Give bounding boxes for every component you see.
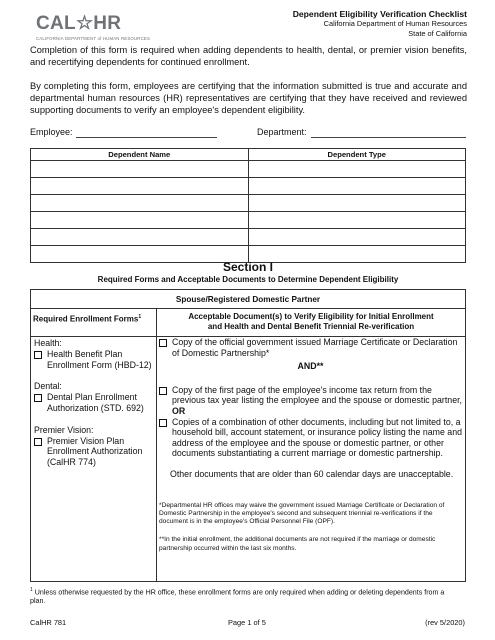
revision-date: (rev 5/2020) (425, 618, 465, 627)
health-form-text: Health Benefit Plan Enrollment Form (HBD-12) (47, 348, 152, 370)
waiver-note: *Departmental HR offices may waive the government issued Marriage Certificate or Declaration of Domestic Partnership in the employee's second and subsequent triennial re-verifications if the document is in the employee's Official Personnel File (OPF). (159, 501, 445, 526)
dependent-name-cell[interactable] (31, 161, 249, 178)
and-connector: AND** (297, 361, 324, 372)
marriage-certificate-item (159, 337, 462, 358)
employee-field[interactable] (76, 137, 217, 138)
calhr-logo (36, 12, 150, 41)
table-header-row (31, 149, 466, 161)
vision-form-checkbox[interactable] (34, 438, 42, 446)
tax-return-text (172, 385, 462, 417)
other-documents-item (159, 417, 462, 459)
vision-form-text: Premier Vision Plan Enrollment Authorization (CalHR 774) (47, 435, 143, 468)
required-forms-header-text: Required Enrollment Forms (33, 314, 139, 324)
dental-form-item (34, 392, 154, 414)
or-connector: OR (172, 405, 186, 416)
document-title: Dependent Eligibility Verification Checklist (292, 9, 467, 19)
department-name: California Department of Human Resources (323, 19, 467, 28)
dependents-table (30, 148, 466, 263)
table-row (31, 161, 466, 178)
footnote-ref: 1 (138, 314, 142, 320)
table-row (31, 195, 466, 212)
vision-label: Premier Vision: (34, 424, 94, 435)
dependent-name-cell[interactable] (31, 229, 249, 246)
department-field[interactable] (311, 137, 466, 138)
intro-paragraph-1: Completion of this form is required when adding dependents to health, dental, or premier vision benefits, and recertifying dependents for continued enrollment. (30, 45, 467, 67)
employee-label: Employee: (30, 127, 73, 137)
dental-form-checkbox[interactable] (34, 394, 42, 402)
initial-enrollment-note: **In the initial enrollment, the additional documents are not required if the marriage or domestic partnership occurred within the last six months. (159, 536, 436, 552)
acceptable-documents-header (157, 312, 465, 332)
dependent-type-cell[interactable] (248, 161, 466, 178)
footnote-marker: 1 (30, 587, 33, 593)
required-forms-header (33, 314, 155, 324)
section-subtitle: Required Forms and Acceptable Documents to Determine Dependent Eligibility (97, 275, 399, 284)
table-row (31, 212, 466, 229)
department-label: Department: (257, 127, 307, 137)
spouse-requirements-box (30, 289, 466, 582)
column-divider (156, 309, 157, 581)
footnote (30, 586, 460, 606)
dependent-name-cell[interactable] (31, 212, 249, 229)
marriage-certificate-text: Copy of the official government issued Marriage Certificate or Declaration of Domestic Partnership* (172, 337, 458, 358)
marriage-certificate-checkbox[interactable] (159, 339, 167, 347)
intro-paragraph-2: By completing this form, employees are certifying that the information submitted is true and accurate and departmental human resources (HR) representatives are certifying that they have received and reviewed supporting documents to verify an employee's dependent eligibility. (30, 81, 467, 115)
document-header (293, 9, 467, 38)
vision-group (34, 425, 154, 468)
dental-group (34, 381, 154, 413)
other-documents-text: Copies of a combination of other documents, including but not limited to, a household bill, account statement, or insurance policy listing the name and address of the employee and the spouse or domestic partner, or other documents substantiating a current marriage or domestic partnership. (172, 416, 462, 459)
logo-subtitle: CALIFORNIA DEPARTMENT of HUMAN RESOURCES (36, 36, 151, 41)
other-documents-checkbox[interactable] (159, 419, 167, 427)
state-name: State of California (408, 28, 467, 38)
dependent-type-cell[interactable] (248, 195, 466, 212)
acceptable-documents-list (159, 337, 462, 553)
required-forms-list (34, 338, 154, 479)
section-title: Section I (222, 260, 273, 274)
table-row (31, 229, 466, 246)
health-group (34, 338, 154, 370)
health-form-item (34, 349, 154, 371)
box-heading: Spouse/Registered Domestic Partner (31, 290, 465, 309)
dependent-type-cell[interactable] (248, 229, 466, 246)
page-number: Page 1 of 5 (228, 618, 266, 627)
tax-return-checkbox[interactable] (159, 387, 167, 395)
dependent-name-cell[interactable] (31, 178, 249, 195)
section-heading (30, 260, 466, 284)
dependent-name-header: Dependent Name (31, 149, 249, 161)
dependent-name-cell[interactable] (31, 195, 249, 212)
dependent-type-cell[interactable] (248, 212, 466, 229)
dental-label: Dental: (34, 381, 62, 392)
table-row (31, 178, 466, 195)
dependent-type-cell[interactable] (248, 178, 466, 195)
older-documents-note: Other documents that are older than 60 calendar days are unacceptable. (170, 468, 454, 479)
footnote-text: Unless otherwise requested by the HR office, these enrollment forms are only required when adding or deleting dependents from a plan. (30, 588, 445, 606)
tax-return-item (159, 385, 462, 417)
tax-return-description: Copy of the first page of the employee's income tax return from the previous tax year listing the employee and the spouse or domestic partner, (172, 384, 462, 406)
logo-mark: CAL☆HR (36, 13, 122, 34)
vision-form-item (34, 436, 154, 468)
acceptable-documents-line-2: and Health and Dental Benefit Triennial Re-verification (207, 322, 415, 331)
dental-form-text: Dental Plan Enrollment Authorization (STD. 692) (47, 392, 144, 413)
form-id: CalHR 781 (30, 618, 67, 627)
acceptable-documents-line-1: Acceptable Document(s) to Verify Eligibility for Initial Enrollment (188, 312, 434, 321)
health-form-checkbox[interactable] (34, 351, 42, 359)
dependent-type-header: Dependent Type (248, 149, 466, 161)
health-label: Health: (34, 338, 62, 348)
